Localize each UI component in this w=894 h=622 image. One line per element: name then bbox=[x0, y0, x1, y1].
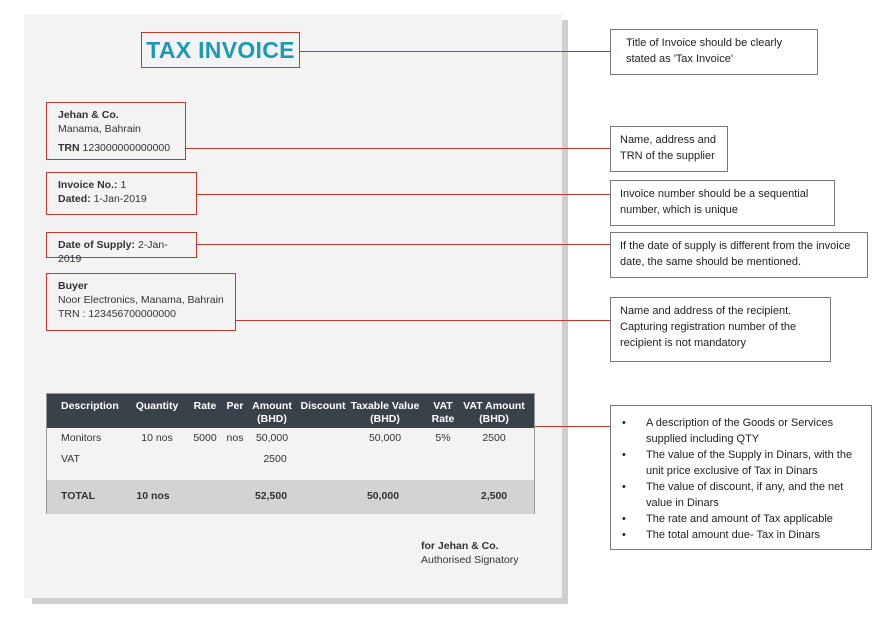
invoice-table bbox=[46, 393, 535, 514]
buyer-name: Noor Electronics, Manama, Bahrain bbox=[58, 294, 224, 306]
total-vat-amount: 2,500 bbox=[480, 490, 508, 502]
header-vat-amount: VAT Amount (BHD) bbox=[463, 400, 525, 425]
connector-supply-date bbox=[197, 244, 610, 245]
header-vat-rate: VAT Rate bbox=[431, 400, 455, 425]
dated-label: Dated: bbox=[58, 193, 91, 205]
header-per: Per bbox=[226, 400, 244, 412]
table-total-row bbox=[47, 480, 534, 514]
trn-label: TRN bbox=[58, 142, 80, 154]
total-label: TOTAL bbox=[61, 490, 96, 502]
invoice-title: TAX INVOICE bbox=[141, 32, 300, 68]
connector-table bbox=[535, 426, 610, 427]
invoice-no: 1 bbox=[120, 179, 127, 191]
row-amount: 50,000 bbox=[255, 432, 289, 444]
header-description: Description bbox=[61, 400, 119, 412]
buyer-trn: TRN : 123456700000000 bbox=[58, 308, 176, 320]
header-rate: Rate bbox=[193, 400, 217, 412]
invoice-number-box bbox=[46, 172, 197, 215]
connector-title bbox=[300, 51, 610, 52]
invoice-date: 1-Jan-2019 bbox=[93, 193, 147, 205]
header-taxable-value: Taxable Value (BHD) bbox=[350, 400, 420, 425]
table-header bbox=[47, 394, 534, 428]
signatory-title: Authorised Signatory bbox=[421, 554, 519, 566]
header-discount: Discount bbox=[300, 400, 346, 412]
list-item: • The rate and amount of Tax applicable bbox=[620, 511, 862, 527]
list-item: • The value of discount, if any, and the net value in Dinars bbox=[620, 479, 862, 511]
total-amount: 52,500 bbox=[254, 490, 288, 502]
row-vat-amount: 2500 bbox=[482, 432, 506, 444]
row-taxable-value: 50,000 bbox=[368, 432, 402, 444]
row-per: nos bbox=[226, 432, 244, 444]
signature-block bbox=[421, 539, 518, 567]
row-description: Monitors bbox=[61, 432, 102, 444]
row-vat-rate: 5% bbox=[435, 432, 451, 444]
note-supplier: Name, address and TRN of the supplier bbox=[610, 126, 728, 172]
total-taxable-value: 50,000 bbox=[366, 490, 400, 502]
header-quantity: Quantity bbox=[135, 400, 179, 412]
note-title: Title of Invoice should be clearly stated as 'Tax Invoice' bbox=[610, 29, 818, 75]
header-amount: Amount (BHD) bbox=[252, 400, 292, 425]
list-item: • The value of the Supply in Dinars, with the unit price exclusive of Tax in Dinars bbox=[620, 447, 862, 479]
note-recipient: Name and address of the recipient. Capturing registration number of the recipient is not mandatory bbox=[610, 297, 831, 362]
list-item: • The total amount due- Tax in Dinars bbox=[620, 527, 862, 543]
list-item: • A description of the Goods or Services supplied including QTY bbox=[620, 415, 862, 447]
supplier-trn: 123000000000000 bbox=[82, 142, 171, 154]
buyer-label: Buyer bbox=[58, 280, 88, 292]
supplier-name: Jehan & Co. bbox=[58, 109, 119, 121]
connector-invoice-number bbox=[197, 194, 610, 195]
row-description: VAT bbox=[61, 453, 80, 465]
supply-date: 2-Jan-2019 bbox=[58, 239, 168, 265]
supply-date-box bbox=[46, 232, 197, 265]
buyer-box bbox=[46, 273, 236, 331]
connector-supplier bbox=[186, 148, 610, 149]
note-invoice-number: Invoice number should be a sequential number, which is unique bbox=[610, 180, 835, 226]
supplier-box bbox=[46, 102, 186, 160]
row-rate: 5000 bbox=[193, 432, 217, 444]
row-quantity: 10 nos bbox=[141, 432, 173, 444]
note-supply-date: If the date of supply is different from the invoice date, the same should be mentioned. bbox=[610, 232, 868, 278]
supplier-address: Manama, Bahrain bbox=[58, 123, 141, 135]
row-amount: 2500 bbox=[263, 453, 287, 465]
connector-recipient bbox=[236, 320, 610, 321]
total-quantity: 10 nos bbox=[136, 490, 170, 502]
invoice-no-label: Invoice No.: bbox=[58, 179, 118, 191]
note-table-requirements bbox=[610, 405, 872, 550]
signatory-for: for Jehan & Co. bbox=[421, 540, 499, 552]
supply-label: Date of Supply: bbox=[58, 239, 136, 251]
